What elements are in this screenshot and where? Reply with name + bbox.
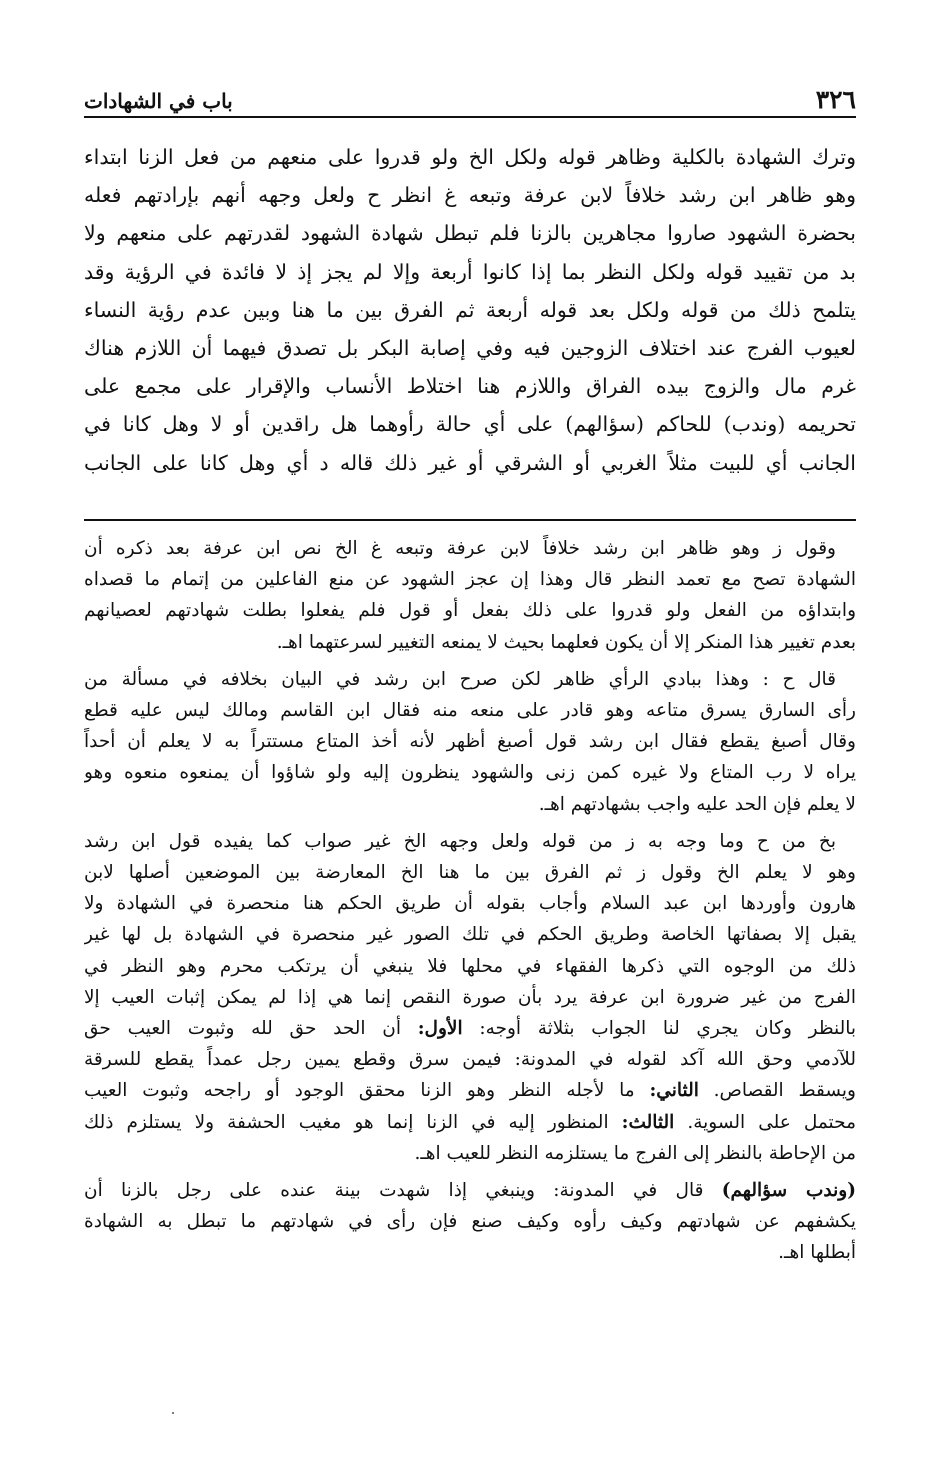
commentary-line	[84, 1175, 856, 1206]
commentary-line: وابتداؤه من الفعل ولو قدروا على ذلك بفعل أو قول فلم يفعلوا بطلت شهادتهم لعصيانهم	[84, 600, 856, 622]
commentary-text: المنظور إليه في الزنا إنما هو مغيب الحشفة ولا يستلزم ذلك	[84, 1111, 609, 1133]
commentary-line: يقبل إلا بصفاتها الخاصة وطريق الحكم في تلك الصور غير منحصرة في الشهادة بل لها غير	[84, 924, 856, 946]
page-header	[84, 84, 856, 120]
commentary-paragraph	[84, 826, 856, 1169]
main-text-line: غرم مال والزوج بيده الفراق واللازم هنا اختلاط الأنساب والإقرار على مجمع على	[84, 374, 856, 399]
main-text-line: بحضرة الشهود صاروا مجاهرين بالزنا فلم تبطل شهادة الشهود لقدرتهم على منعهم ولا	[84, 221, 856, 246]
commentary-line: يراه لا رب المتاع ولا غيره كمن زنى والشهود ينظرون إليه ولو شاؤوا أن يمنعوه منعوه وهو	[84, 762, 856, 784]
commentary-line: لا يعلم فإن الحد عليه واجب بشهادتهم اهـ.	[538, 793, 856, 815]
commentary-line: ذلك من الوجوه التي ذكرها الفقهاء في محلها فلا ينبغي أن يرتكب محرم وهو النظر في	[84, 955, 856, 977]
commentary-paragraph	[84, 664, 856, 820]
commentary-line	[84, 1075, 856, 1106]
commentary-line: وهو لا يعلم الخ وقول ز ثم الفرق بين ما هنا الخ المعارضة بين الموضعين أصلها لابن	[84, 862, 856, 884]
commentary	[84, 533, 856, 1275]
commentary-line: يكشفهم عن شهادتهم وكيف رأوه وكيف صنع فإن رأى في شهادتهم ما تبطل به الشهادة	[84, 1211, 856, 1233]
point-label-second: الثاني:	[649, 1080, 699, 1102]
main-text-line: يتلمح ذلك من قوله ولكل بعد قوله أربعة ثم الفرق بين ما هنا وبين عدم رؤية النساء	[84, 297, 856, 322]
commentary-line: للآدمي وحق الله آكد لقوله في المدونة: فيمن سرق وقطع يمين رجل عمداً يقطع للسرقة	[84, 1049, 856, 1071]
running-title: باب في الشهادات	[84, 89, 233, 113]
commentary-line: بخ من ح وما وجه به ز من قوله ولعل وجهه الخ غير صواب كما يفيده قول ابن رشد	[84, 830, 836, 852]
main-text-line: بد من تقييد قوله ولكل النظر بما إذا كانوا أربعة وإلا لم يجز إذ لا فائدة في الرؤية وقد	[84, 259, 856, 284]
main-text-line: وترك الشهادة بالكلية وظاهر قوله ولكل الخ ولو قدروا على منعهم من فعل الزنا ابتداء	[84, 145, 856, 169]
header-rule	[84, 116, 856, 118]
quoted-phrase: (وندب سؤالهم)	[721, 1180, 856, 1202]
commentary-paragraph	[84, 1175, 856, 1269]
commentary-line: من الإحاطة بالنظر إلى الفرج ما يستلزمه النظر للعيب اهـ.	[414, 1142, 856, 1164]
commentary-text: محتمل على السوية.	[687, 1111, 856, 1133]
commentary-text: ما لأجله النظر وهو الزنا محقق الوجود أو راجحه وثبوت العيب	[84, 1080, 635, 1102]
page-speck	[172, 1412, 174, 1414]
commentary-line: أبطلها اهـ.	[778, 1242, 856, 1264]
commentary-paragraph	[84, 533, 856, 658]
commentary-line: الفرج من غير ضرورة ابن عرفة يرد بأن صورة النقص إنما هي إذا لم يمكن إثبات العيب إلا	[84, 986, 856, 1008]
commentary-line: بعدم تغيير هذا المنكر إلا أن يكون فعلهما بحيث لا يمنعه التغيير لسرعتهما اهـ.	[276, 631, 856, 653]
commentary-text: قال في المدونة: وينبغي إذا شهدت بينة عنده على رجل بالزنا أن	[84, 1180, 704, 1202]
main-text-line: تحريمه (وندب) للحاكم (سؤالهم) على أي حالة رأوهما هل راقدين أو لا وهل كانا في	[84, 412, 856, 437]
main-text	[84, 138, 856, 482]
commentary-text: ويسقط القصاص.	[713, 1080, 856, 1102]
main-text-line: لعيوب الفرج عند اختلاف الزوجين فيه وفي إصابة البكر بل تصدق فيهما أن اللازم هناك	[84, 336, 856, 361]
commentary-line: الشهادة تصح مع تعمد النظر قال وهذا إن عجز الشهود عن منع الفاعلين من إتمام ما قصداه	[84, 569, 856, 591]
page-number: ٣٢٦	[815, 85, 856, 114]
commentary-text: بالنظر وكان يجري لنا الجواب بثلاثة أوجه:	[479, 1018, 856, 1040]
main-text-line: وهو ظاهر ابن رشد خلافاً لابن عرفة وتبعه غ انظر ح ولعل وجهه أنهم بإرادتهم فعله	[84, 183, 856, 208]
point-label-first: الأول:	[417, 1018, 463, 1040]
commentary-line: وقول ز وهو ظاهر ابن رشد خلافاً لابن عرفة وتبعه غ الخ نص ابن عرفة بعد ذكره أن	[84, 538, 836, 559]
commentary-line	[84, 1013, 856, 1044]
commentary-text: أن الحد حق لله وثبوت العيب حق	[84, 1018, 401, 1040]
point-label-third: الثالث:	[621, 1111, 675, 1133]
commentary-line: هارون وأوردها ابن عبد السلام وأجاب بقوله أن طريق الحكم هنا منحصرة في الشهادة ولا	[84, 893, 856, 915]
main-text-line: الجانب أي للبيت مثلاً الغربي أو الشرقي أو غير ذلك قاله د أي وهل كانا على الجانب	[84, 450, 856, 475]
commentary-line: رأى السارق يسرق متاعه وهو قادر على منعه منه فقال ابن القاسم ومالك ليس عليه قطع	[84, 700, 856, 722]
commentary-line: قال ح : وهذا ببادي الرأي ظاهر لكن صرح ابن رشد في البيان بخلافه في مسألة من	[84, 668, 836, 690]
commentary-line	[84, 1107, 856, 1138]
commentary-line: وقال أصبغ يقطع فقال ابن رشد قول أصبغ أظهر لأنه أخذ المتاع مستتراً به لا يعلم أن أحداً	[84, 731, 856, 753]
footnote-divider	[84, 519, 856, 521]
